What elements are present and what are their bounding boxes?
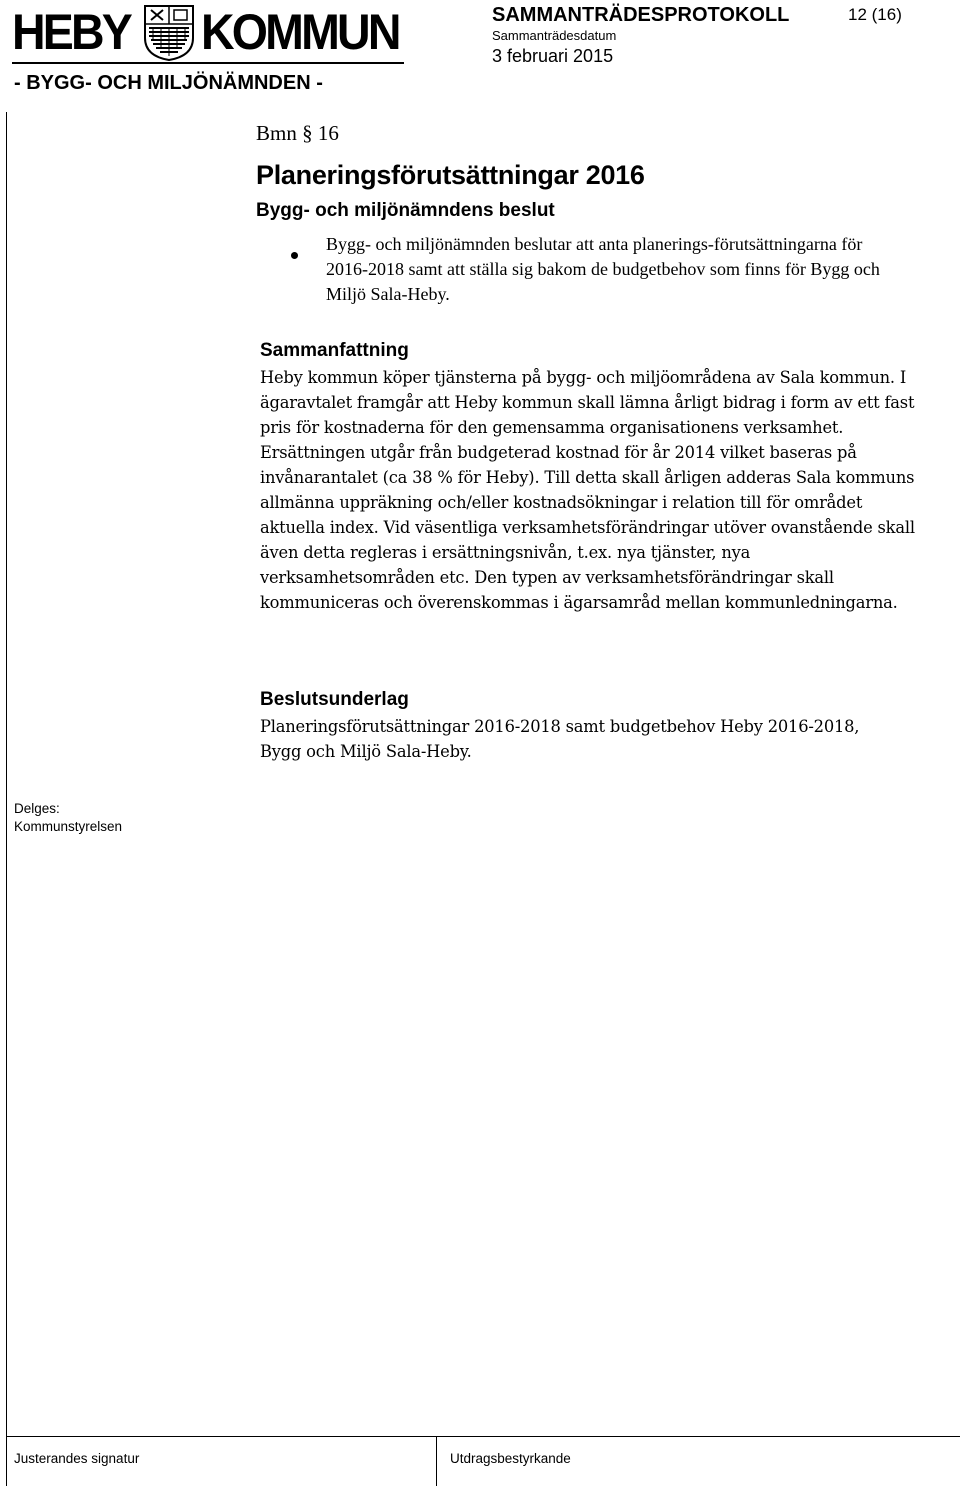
municipal-crest-icon [143,4,195,62]
basis-heading: Beslutsunderlag [260,689,409,710]
decision-heading: Bygg- och miljönämndens beslut [256,200,555,221]
page-number: 12 (16) [848,5,902,24]
distribution-block [14,800,122,836]
distribution-recipient: Kommunstyrelsen [14,819,123,834]
summary-paragraph: Heby kommun köper tjänsterna på bygg- och miljöområdena av Sala kommun. I ägaravtalet framgår att Heby kommun skall lämna årligt bidrag i form av ett fast pris för kostnaderna för den gemensamma organisationens verksamhet. Ersättningen utgår från budgeterad kostnad för år 2014 vilket baseras på invånarantalet (ca 38 % för Heby). Till detta skall årligen adderas Sala kommuns allmänna uppräkning och/eller kostnadsökningar i relation till för området aktuella index. Vid väsentliga verksamhetsförändringar utöver ovanstående skall även detta regleras i ersättningsnivån, t.ex. nya tjänster, nya verksamhetsområden etc. Den typen av verksamhetsförändringar skall kommuniceras och överenskommas i ägarsamråd mellan kommunledningarna. [260,368,915,612]
section-reference: Bmn § 16 [256,121,339,145]
left-margin-rule [6,112,7,1436]
logo-text-kommun: KOMMUN [200,4,399,60]
bullet-icon [291,252,298,259]
footer-divider-middle [436,1436,437,1486]
heby-kommun-logo [12,2,413,66]
department-name: - BYGG- OCH MILJÖNÄMNDEN - [14,72,323,94]
signature-label: Justerandes signatur [14,1451,140,1466]
protocol-title: SAMMANTRÄDESPROTOKOLL [492,4,790,26]
meeting-date-label: Sammanträdesdatum [492,28,617,43]
page-title: Planeringsförutsättningar 2016 [256,160,645,190]
footer-divider-left [6,1436,7,1486]
meeting-date: 3 februari 2015 [492,46,614,66]
footer-rule [6,1436,960,1437]
logo-underline [12,62,404,64]
certification-label: Utdragsbestyrkande [450,1451,571,1466]
distribution-label: Delges: [14,801,60,816]
basis-paragraph: Planeringsförutsättningar 2016-2018 samt budgetbehov Heby 2016-2018, Bygg och Miljö Sala-Heby. [260,717,860,761]
decision-text: Bygg- och miljönämnden beslutar att anta planerings-förutsättningarna för 2016-2018 samt att ställa sig bakom de budgetbehov som finns för Bygg och Miljö Sala-Heby. [326,234,880,304]
logo-text-heby: HEBY [12,4,131,60]
summary-heading: Sammanfattning [260,340,409,361]
